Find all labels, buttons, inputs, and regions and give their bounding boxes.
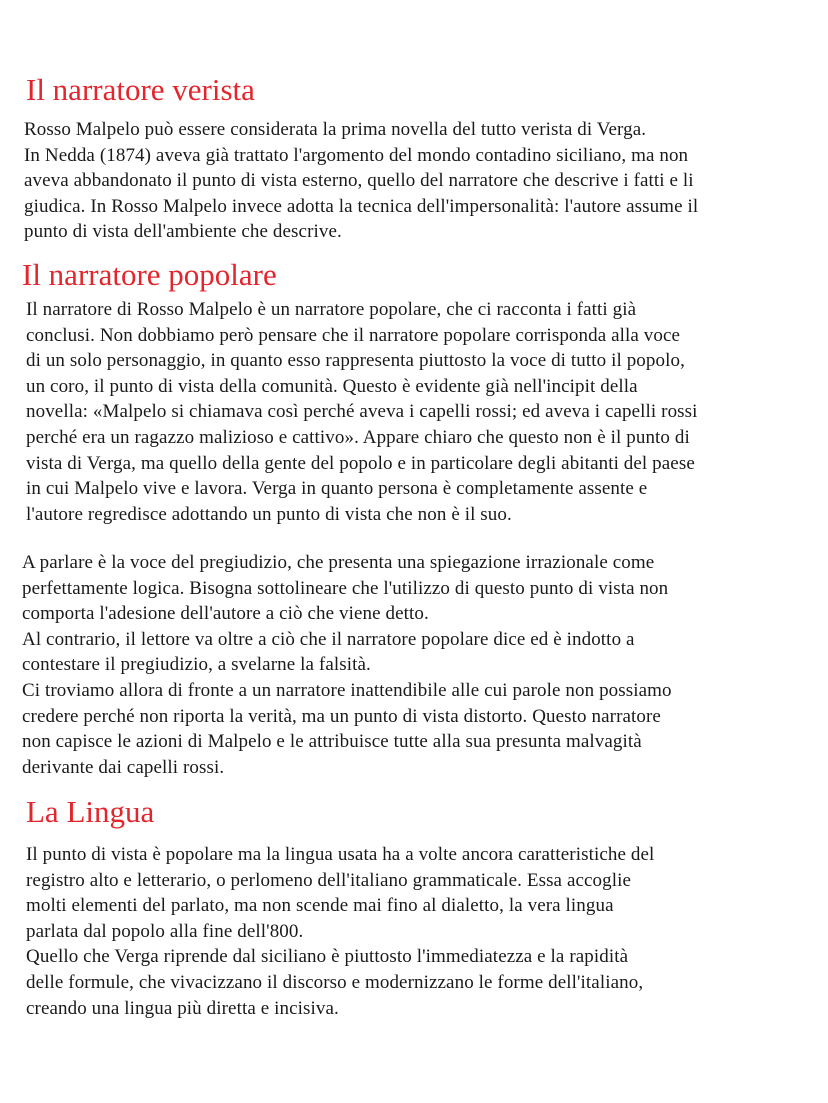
text-line: Ci troviamo allora di fronte a un narratore inattendibile alle cui parole non possiamo (22, 679, 672, 701)
text-line: perfettamente logica. Bisogna sottolineare che l'utilizzo di questo punto di vista non (22, 577, 669, 599)
text-line: l'autore regredisce adottando un punto di vista che non è il suo. (26, 503, 512, 525)
text-line: vista di Verga, ma quello della gente del popolo e in particolare degli abitanti del paese (26, 452, 695, 474)
text-line: Rosso Malpelo può essere considerata la prima novella del tutto verista di Verga. (24, 119, 647, 140)
text-line: aveva abbandonato il punto di vista esterno, quello del narratore che descrive i fatti e li (24, 170, 694, 192)
text-line: conclusi. Non dobbiamo però pensare che il narratore popolare corrisponda alla voce (26, 324, 681, 346)
paragraph-la-lingua (26, 842, 654, 1021)
text-line: creando una lingua più diretta e incisiva. (26, 997, 339, 1019)
text-line: derivante dai capelli rossi. (22, 756, 225, 778)
text-line: un coro, il punto di vista della comunità. Questo è evidente già nell'incipit della (26, 375, 638, 397)
text-line: non capisce le azioni di Malpelo e le attribuisce tutte alla sua presunta malvagità (22, 731, 642, 753)
text-line: delle formule, che vivacizzano il discorso e modernizzano le forme dell'italiano, (26, 971, 644, 993)
text-line: In Nedda (1874) aveva già trattato l'argomento del mondo contadino siciliano, ma non (24, 144, 689, 166)
text-line: giudica. In Rosso Malpelo invece adotta la tecnica dell'impersonalità: l'autore assume il (24, 195, 699, 217)
text-line: Il punto di vista è popolare ma la lingua usata ha a volte ancora caratteristiche del (26, 844, 655, 865)
paragraph-narratore-verista (24, 117, 698, 245)
text-line: contestare il pregiudizio, a svelarne la falsità. (22, 654, 371, 676)
text-line: di un solo personaggio, in quanto esso rappresenta piuttosto la voce di tutto il popolo, (26, 350, 685, 372)
text-line: comporta l'adesione dell'autore a ciò che viene detto. (22, 603, 429, 625)
paragraph-narratore-popolare-1 (26, 297, 698, 527)
paragraph-narratore-popolare-2 (22, 550, 672, 780)
text-line: molti elementi del parlato, ma non scende mai fino al dialetto, la vera lingua (26, 895, 614, 917)
section-heading-narratore-verista: Il narratore verista (26, 72, 255, 107)
section-heading-la-lingua: La Lingua (26, 794, 155, 829)
text-line: parlata dal popolo alla fine dell'800. (26, 920, 304, 942)
section-heading-narratore-popolare: Il narratore popolare (22, 257, 277, 292)
text-line: punto di vista dell'ambiente che descrive. (24, 221, 342, 243)
text-line: A parlare è la voce del pregiudizio, che presenta una spiegazione irrazionale come (22, 552, 655, 573)
text-line: Quello che Verga riprende dal siciliano è piuttosto l'immediatezza e la rapidità (26, 946, 629, 968)
text-line: in cui Malpelo vive e lavora. Verga in quanto persona è completamente assente e (26, 478, 648, 500)
text-line: Il narratore di Rosso Malpelo è un narratore popolare, che ci racconta i fatti già (26, 299, 637, 320)
text-line: credere perché non riporta la verità, ma un punto di vista distorto. Questo narratore (22, 705, 661, 727)
text-line: Al contrario, il lettore va oltre a ciò che il narratore popolare dice ed è indotto a (22, 628, 635, 650)
text-line: registro alto e letterario, o perlomeno dell'italiano grammaticale. Essa accoglie (26, 869, 632, 891)
text-line: novella: «Malpelo si chiamava così perché aveva i capelli rossi; ed aveva i capelli rossi (26, 401, 698, 423)
text-line: perché era un ragazzo malizioso e cattivo». Appare chiaro che questo non è il punto di (26, 426, 690, 448)
